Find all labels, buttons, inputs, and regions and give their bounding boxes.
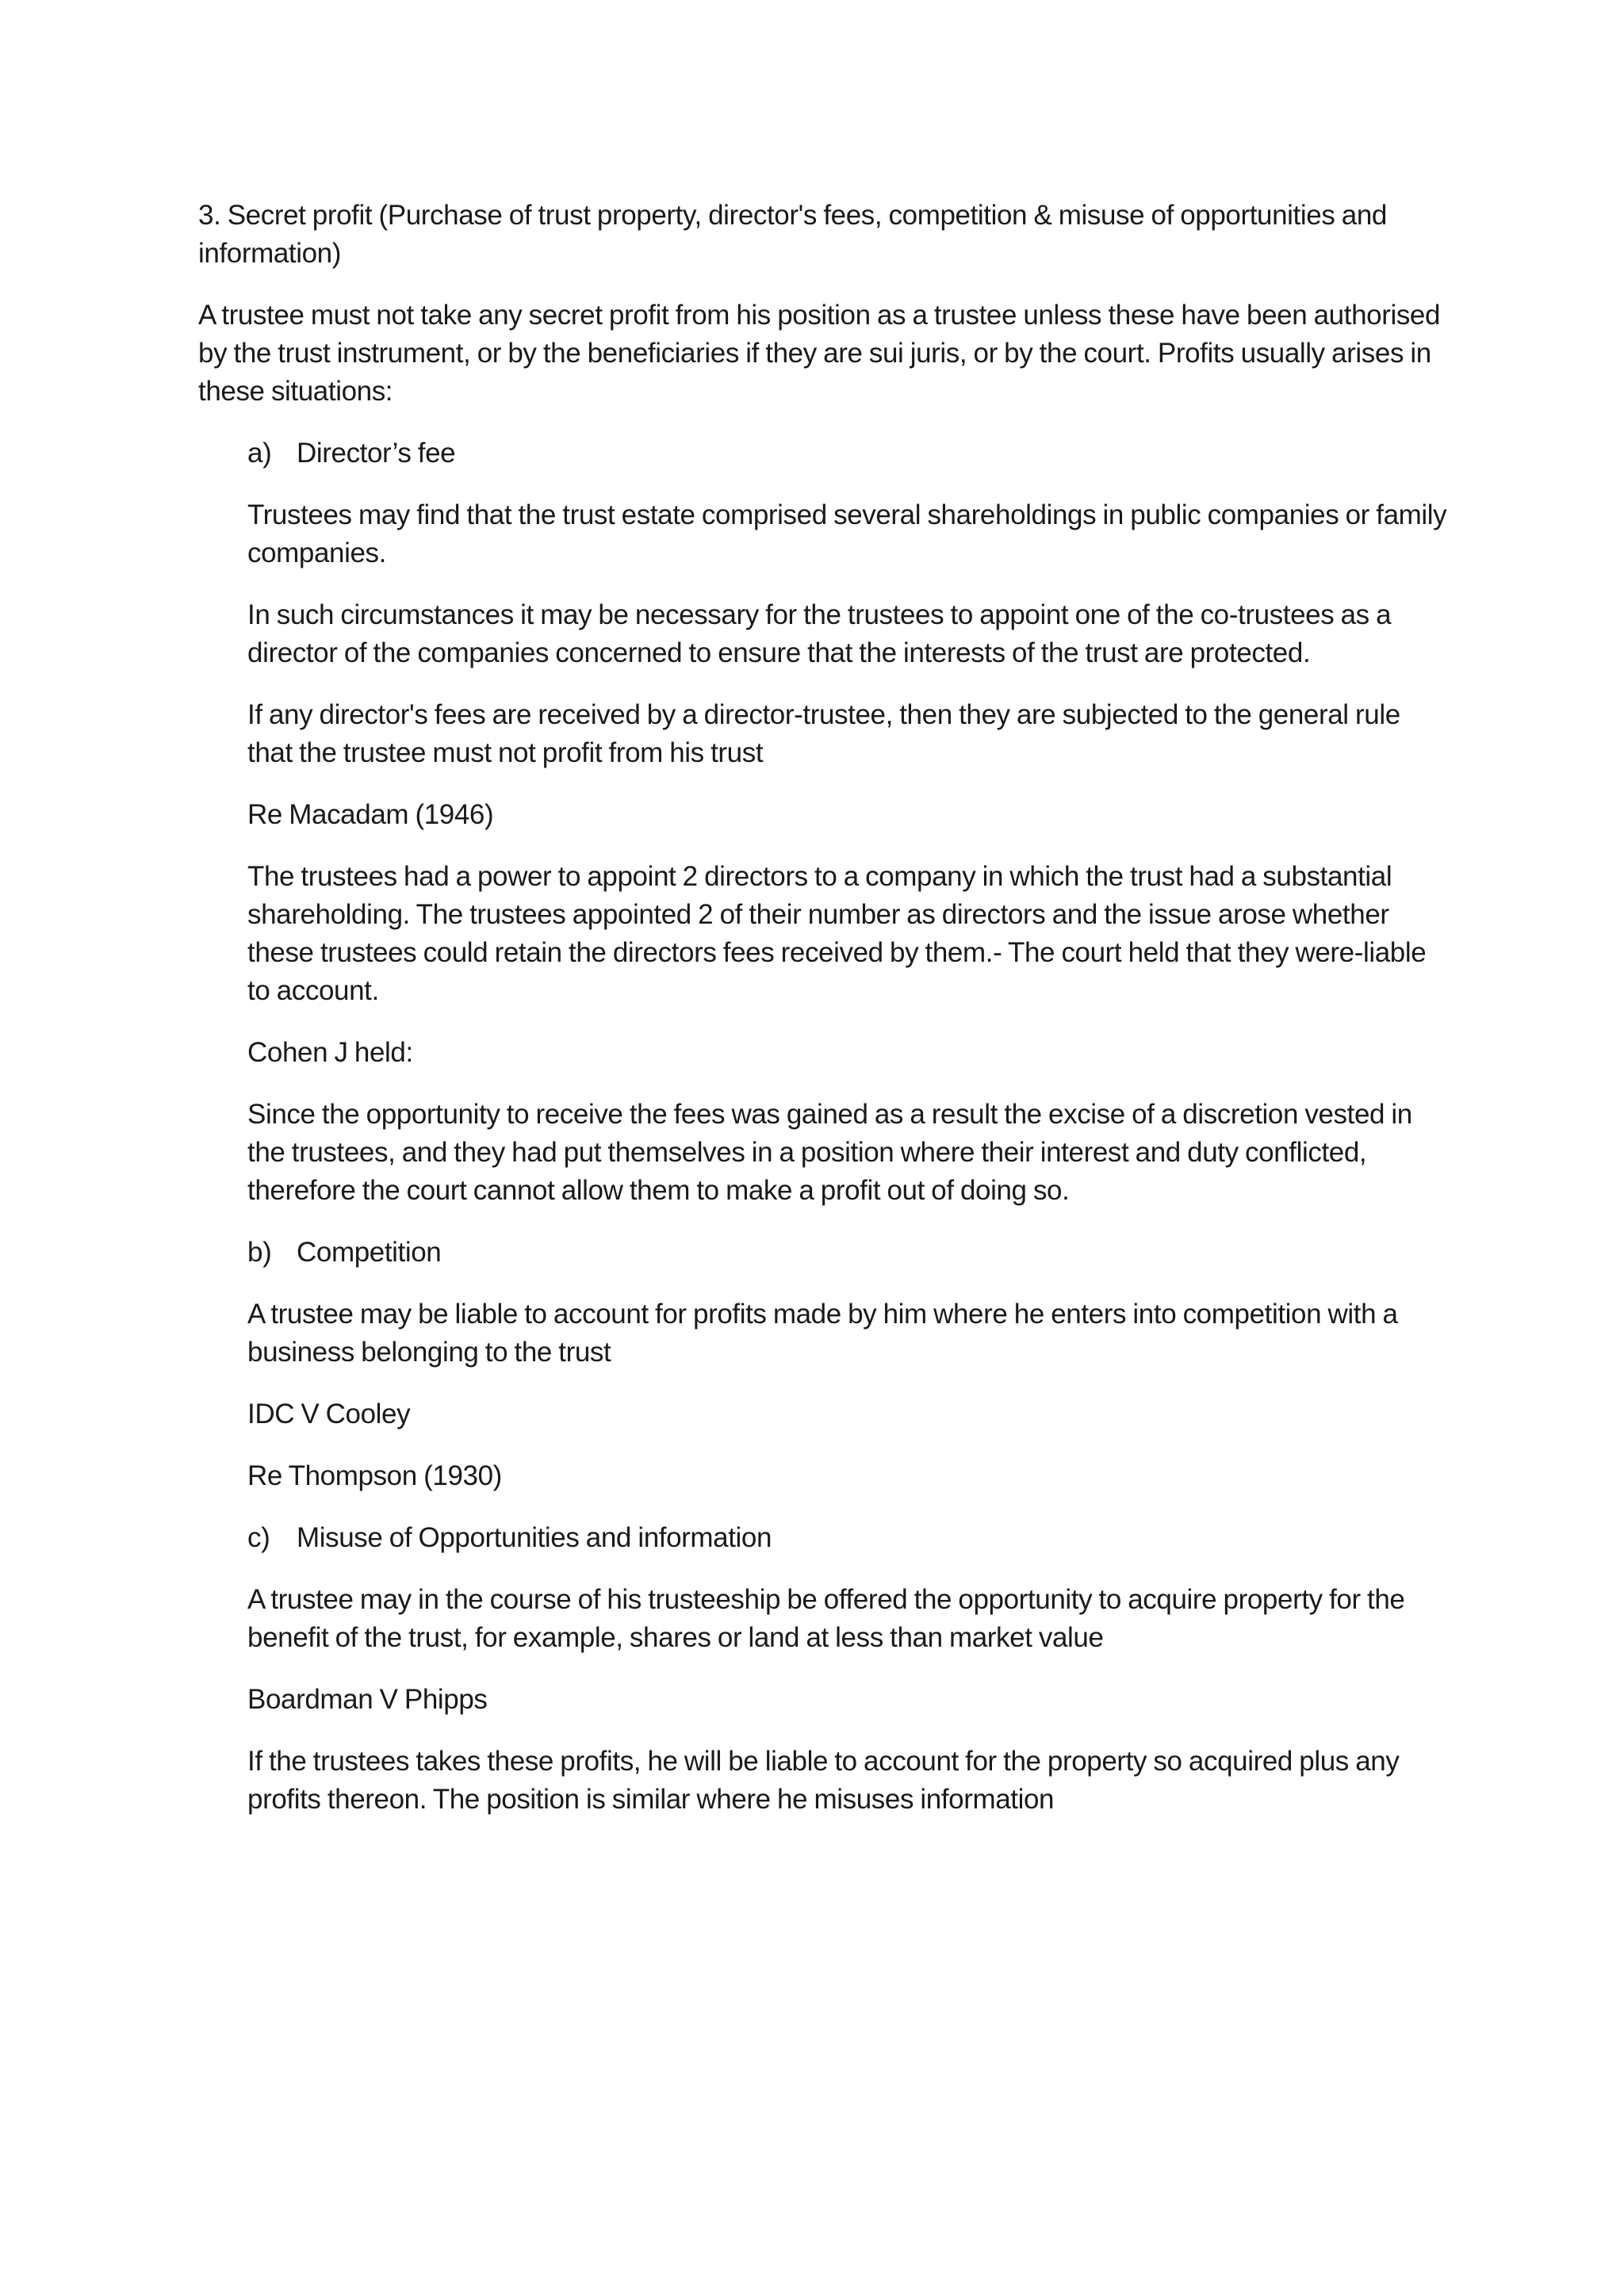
document-body — [198, 197, 1451, 1843]
list-marker: b) — [247, 1237, 272, 1268]
paragraph: If the trustees takes these profits, he will be liable to account for the property so acquired plus any profits thereon. The position is similar where he misuses information — [247, 1746, 1400, 1815]
list-marker: c) — [247, 1522, 270, 1553]
case-citation: Re Macadam (1946) — [247, 799, 494, 830]
paragraph: A trustee may be liable to account for profits made by him where he enters into competition with a business belonging to the trust — [247, 1299, 1398, 1368]
case-citation: Boardman V Phipps — [247, 1684, 488, 1715]
judge-line: Cohen J held: — [247, 1037, 413, 1068]
paragraph: A trustee may in the course of his trusteeship be offered the opportunity to acquire property for the benefit of the trust, for example, shares or land at less than market value — [247, 1584, 1405, 1653]
list-item-misuse — [247, 1519, 1451, 1557]
case-citation: IDC V Cooley — [247, 1399, 411, 1429]
case-citation: Re Thompson (1930) — [247, 1460, 502, 1491]
list-item-competition — [247, 1234, 1451, 1272]
paragraph: Trustees may find that the trust estate comprised several shareholdings in public companies or family companies. — [247, 499, 1447, 568]
paragraph: Since the opportunity to receive the fees was gained as a result the excise of a discretion vested in the trustees, and they had put themselves in a position where their interest and duty conflicted, therefore the court cannot allow them to make a profit out of doing so. — [247, 1099, 1412, 1206]
list-item-label: Competition — [297, 1237, 442, 1268]
list-item-directors-fee — [247, 434, 1451, 473]
paragraph: In such circumstances it may be necessary for the trustees to appoint one of the co-trustees as a director of the companies concerned to ensure that the interests of the trust are protected. — [247, 599, 1392, 668]
section-heading: 3. Secret profit (Purchase of trust property, director's fees, competition & misuse of opportunities and information) — [198, 200, 1387, 269]
intro-paragraph: A trustee must not take any secret profit from his position as a trustee unless these have been authorised by the trust instrument, or by the beneficiaries if they are sui juris, or by the court. Profits usually arises in these situations: — [198, 300, 1441, 407]
list-item-label: Director’s fee — [297, 438, 456, 469]
list-item-label: Misuse of Opportunities and information — [297, 1522, 772, 1553]
paragraph: The trustees had a power to appoint 2 directors to a company in which the trust had a substantial shareholding. The trustees appointed 2 of their number as directors and the issue arose whether these trustees could retain the directors fees received by them.- The court held that they were-liable to account. — [247, 861, 1427, 1006]
list-marker: a) — [247, 438, 272, 469]
paragraph: If any director's fees are received by a director-trustee, then they are subjected to the general rule that the trustee must not profit from his trust — [247, 699, 1400, 768]
